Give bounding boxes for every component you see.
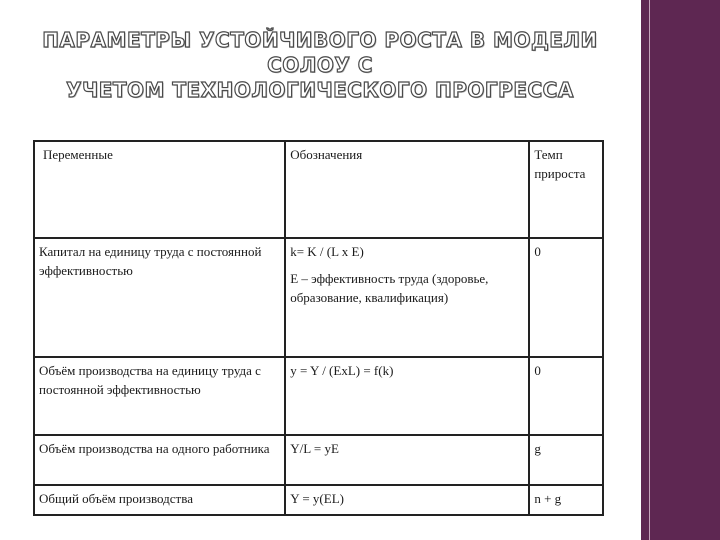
variable-text: Объём производства на одного работника [39, 441, 270, 456]
cell-variable [34, 238, 285, 357]
cell-notation [285, 357, 529, 435]
header-variables [34, 141, 285, 238]
cell-growth [529, 357, 603, 435]
cell-growth [529, 435, 603, 485]
slide-title-line-1: ПАРАМЕТРЫ УСТОЙЧИВОГО РОСТА В МОДЕЛИ СОЛОУ С [42, 28, 598, 77]
side-bar-divider-line [649, 0, 650, 540]
notation-text: Y = y(EL) [290, 491, 344, 506]
cell-variable [34, 435, 285, 485]
growth-text: n + g [534, 491, 562, 506]
slide-title-line-2: УЧЕТОМ ТЕХНОЛОГИЧЕСКОГО ПРОГРЕССА [66, 78, 574, 102]
header-notation [285, 141, 529, 238]
table-row [34, 435, 603, 485]
cell-growth [529, 238, 603, 357]
variable-text: Капитал на единицу труда с постоянной эффективностью [39, 244, 262, 278]
notation-text: k= K / (L x E) [290, 244, 364, 259]
header-growth-rate [529, 141, 603, 238]
growth-text: g [534, 441, 541, 456]
notation-text: y = Y / (ExL) = f(k) [290, 363, 394, 378]
header-variables-label: Переменные [43, 147, 113, 162]
cell-variable [34, 485, 285, 515]
header-notation-label: Обозначения [290, 147, 363, 162]
cell-notation [285, 238, 529, 357]
cell-notation [285, 435, 529, 485]
table-row [34, 357, 603, 435]
cell-growth [529, 485, 603, 515]
cell-variable [34, 357, 285, 435]
table-row [34, 485, 603, 515]
variable-text: Объём производства на единицу труда с постоянной эффективностью [39, 363, 261, 397]
decorative-side-bar [641, 0, 720, 540]
notation-note: E – эффективность труда (здоровье, образование, квалификация) [290, 271, 489, 305]
table-row [34, 238, 603, 357]
growth-text: 0 [534, 363, 541, 378]
cell-notation [285, 485, 529, 515]
table-header-row [34, 141, 603, 238]
notation-text: Y/L = yE [290, 441, 339, 456]
slide-title [30, 28, 610, 103]
variable-text: Общий объём производства [39, 491, 193, 506]
parameters-table [33, 140, 604, 516]
header-growth-rate-label: Темп прироста [534, 147, 586, 181]
growth-text: 0 [534, 244, 541, 259]
